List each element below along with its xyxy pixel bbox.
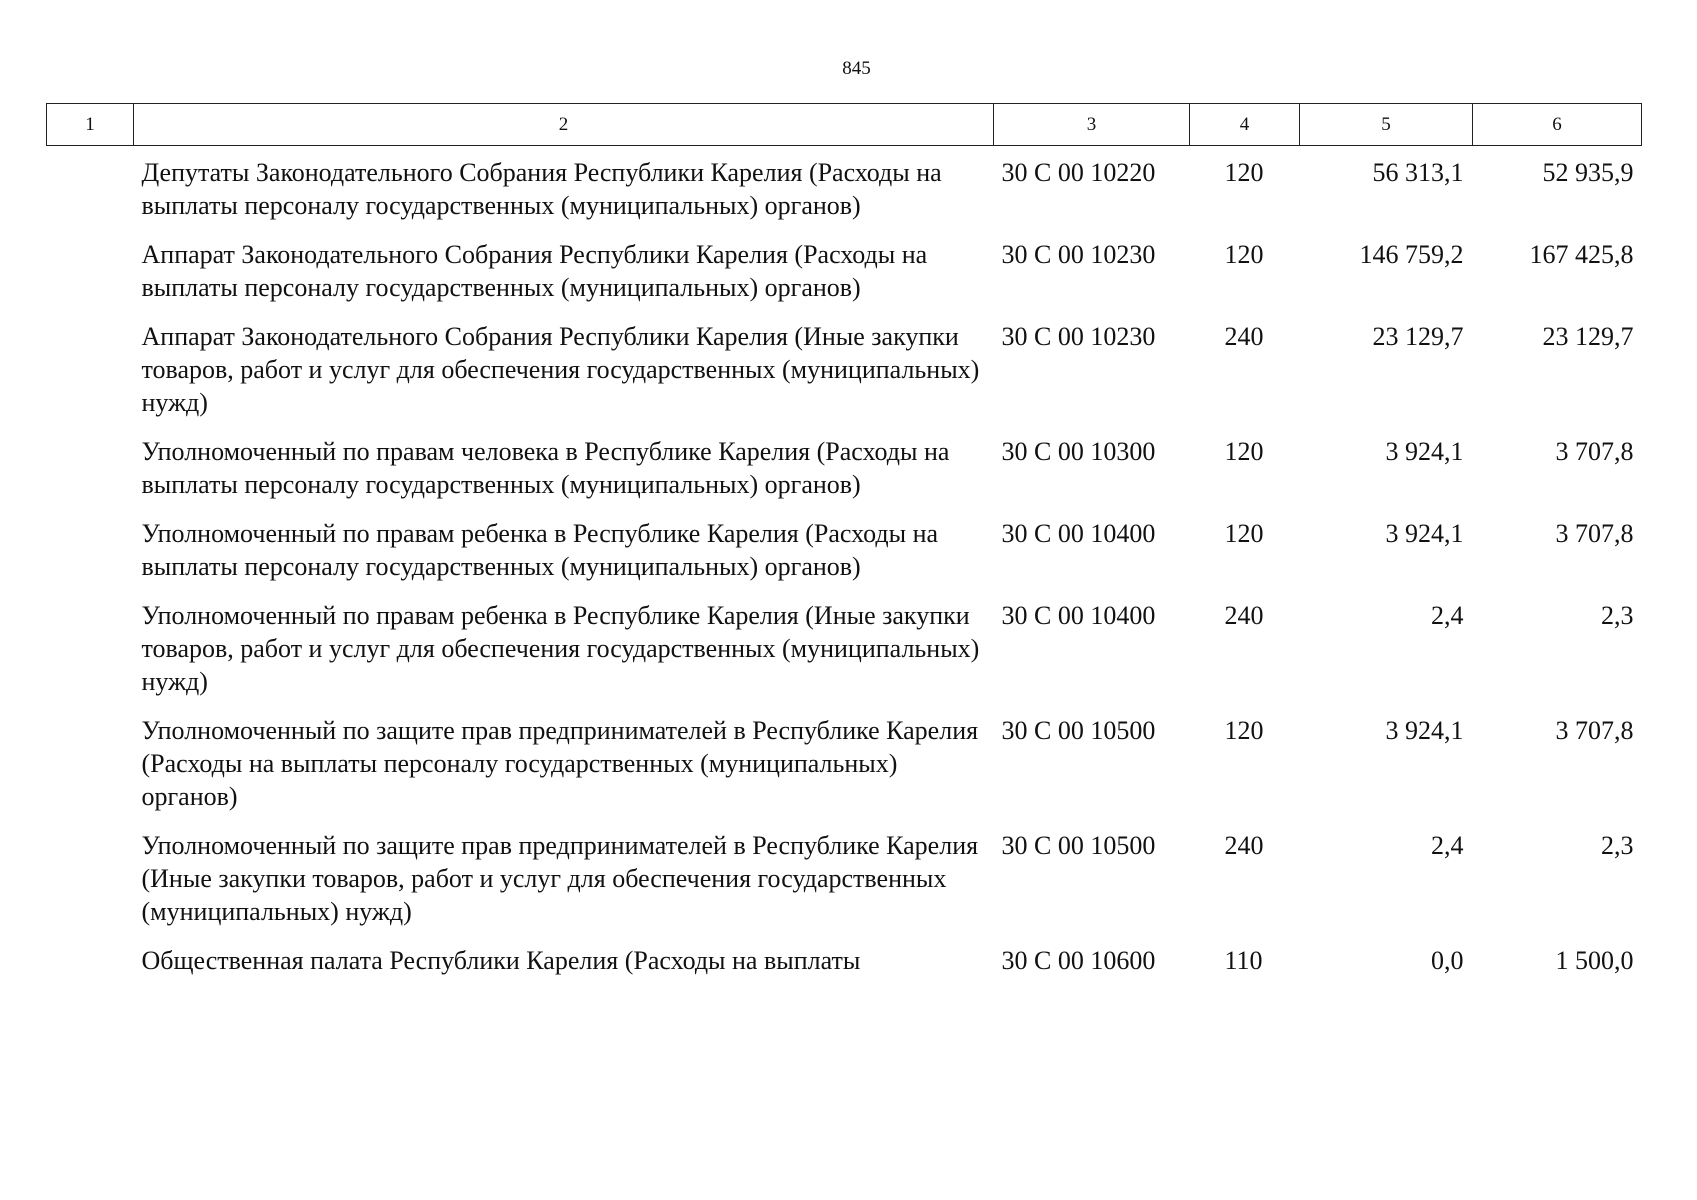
- table-row: [47, 944, 1642, 977]
- amount-col-6-cell: 1 500,0: [1555, 946, 1634, 975]
- budget-table: [46, 103, 1642, 977]
- amount-col-5-cell: 2,4: [1431, 831, 1464, 860]
- target-article-code-cell: 30 С 00 10400: [1001, 519, 1156, 548]
- expense-type-cell: 120: [1224, 158, 1264, 187]
- row-number-cell: [47, 829, 134, 944]
- target-article-code-cell: 30 С 00 10500: [1001, 831, 1156, 860]
- amount-col-6-cell: 3 707,8: [1555, 437, 1634, 466]
- amount-col-5-cell: 23 129,7: [1372, 322, 1464, 351]
- row-number-cell: [47, 944, 134, 977]
- expense-type-cell: 240: [1224, 831, 1264, 860]
- target-article-code-cell: 30 С 00 10220: [1001, 158, 1156, 187]
- table-row: [47, 435, 1642, 517]
- amount-col-5-cell: 3 924,1: [1385, 437, 1464, 466]
- description-cell: Уполномоченный по защите прав предпринимателей в Республике Карелия (Расходы на выплаты персоналу государственных (муниципальных) органов): [141, 716, 979, 811]
- row-number-cell: [47, 714, 134, 829]
- row-number-cell: [47, 517, 134, 599]
- amount-col-5-cell: 146 759,2: [1359, 240, 1464, 269]
- table-header: [47, 104, 1642, 146]
- expense-type-cell: 240: [1224, 601, 1264, 630]
- target-article-code-cell: 30 С 00 10300: [1001, 437, 1156, 466]
- row-number-cell: [47, 146, 134, 239]
- table-body: [47, 146, 1642, 978]
- amount-col-6-cell: 3 707,8: [1555, 519, 1634, 548]
- expense-type-cell: 120: [1224, 716, 1264, 745]
- header-col-4: 4: [1190, 104, 1300, 146]
- table-row: [47, 238, 1642, 320]
- description-cell: Уполномоченный по правам ребенка в Республике Карелия (Иные закупки товаров, работ и услуг для обеспечения государственных (муниципальных) нужд): [141, 601, 980, 696]
- target-article-code-cell: 30 С 00 10400: [1001, 601, 1156, 630]
- header-row: [47, 104, 1642, 146]
- amount-col-5-cell: 56 313,1: [1372, 158, 1464, 187]
- page-number: 845: [842, 58, 871, 79]
- description-cell: Аппарат Законодательного Собрания Республики Карелия (Расходы на выплаты персоналу государственных (муниципальных) органов): [141, 240, 928, 302]
- amount-col-5-cell: 2,4: [1431, 601, 1464, 630]
- description-cell: Уполномоченный по правам человека в Республике Карелия (Расходы на выплаты персоналу государственных (муниципальных) органов): [141, 437, 950, 499]
- target-article-code-cell: 30 С 00 10230: [1001, 322, 1156, 351]
- amount-col-6-cell: 3 707,8: [1555, 716, 1634, 745]
- expense-type-cell: 240: [1224, 322, 1264, 351]
- expense-type-cell: 120: [1224, 437, 1264, 466]
- table-row: [47, 320, 1642, 435]
- header-col-6: 6: [1473, 104, 1642, 146]
- table-row: [47, 146, 1642, 239]
- table-row: [47, 517, 1642, 599]
- row-number-cell: [47, 435, 134, 517]
- row-number-cell: [47, 599, 134, 714]
- row-number-cell: [47, 238, 134, 320]
- header-col-1: 1: [47, 104, 134, 146]
- amount-col-6-cell: 2,3: [1601, 601, 1634, 630]
- description-cell: Аппарат Законодательного Собрания Республики Карелия (Иные закупки товаров, работ и услуг для обеспечения государственных (муниципальных) нужд): [141, 322, 980, 417]
- description-cell: Уполномоченный по правам ребенка в Республике Карелия (Расходы на выплаты персоналу государственных (муниципальных) органов): [141, 519, 939, 581]
- target-article-code-cell: 30 С 00 10600: [1001, 946, 1156, 975]
- expense-type-cell: 120: [1224, 240, 1264, 269]
- table-row: [47, 714, 1642, 829]
- expense-type-cell: 110: [1224, 946, 1263, 975]
- amount-col-5-cell: 3 924,1: [1385, 519, 1464, 548]
- header-col-2: 2: [134, 104, 994, 146]
- description-cell: Депутаты Законодательного Собрания Республики Карелия (Расходы на выплаты персоналу государственных (муниципальных) органов): [141, 158, 942, 220]
- description-cell: Уполномоченный по защите прав предпринимателей в Республике Карелия (Иные закупки товаров, работ и услуг для обеспечения государственных (муниципальных) нужд): [141, 831, 979, 926]
- table-row: [47, 599, 1642, 714]
- row-number-cell: [47, 320, 134, 435]
- description-cell: Общественная палата Республики Карелия (Расходы на выплаты: [141, 946, 861, 975]
- header-col-3: 3: [994, 104, 1190, 146]
- amount-col-6-cell: 23 129,7: [1542, 322, 1634, 351]
- target-article-code-cell: 30 С 00 10500: [1001, 716, 1156, 745]
- amount-col-5-cell: 3 924,1: [1385, 716, 1464, 745]
- table-row: [47, 829, 1642, 944]
- header-col-5: 5: [1300, 104, 1473, 146]
- amount-col-6-cell: 52 935,9: [1542, 158, 1634, 187]
- expense-type-cell: 120: [1224, 519, 1264, 548]
- target-article-code-cell: 30 С 00 10230: [1001, 240, 1156, 269]
- amount-col-6-cell: 2,3: [1601, 831, 1634, 860]
- amount-col-6-cell: 167 425,8: [1529, 240, 1634, 269]
- amount-col-5-cell: 0,0: [1431, 946, 1464, 975]
